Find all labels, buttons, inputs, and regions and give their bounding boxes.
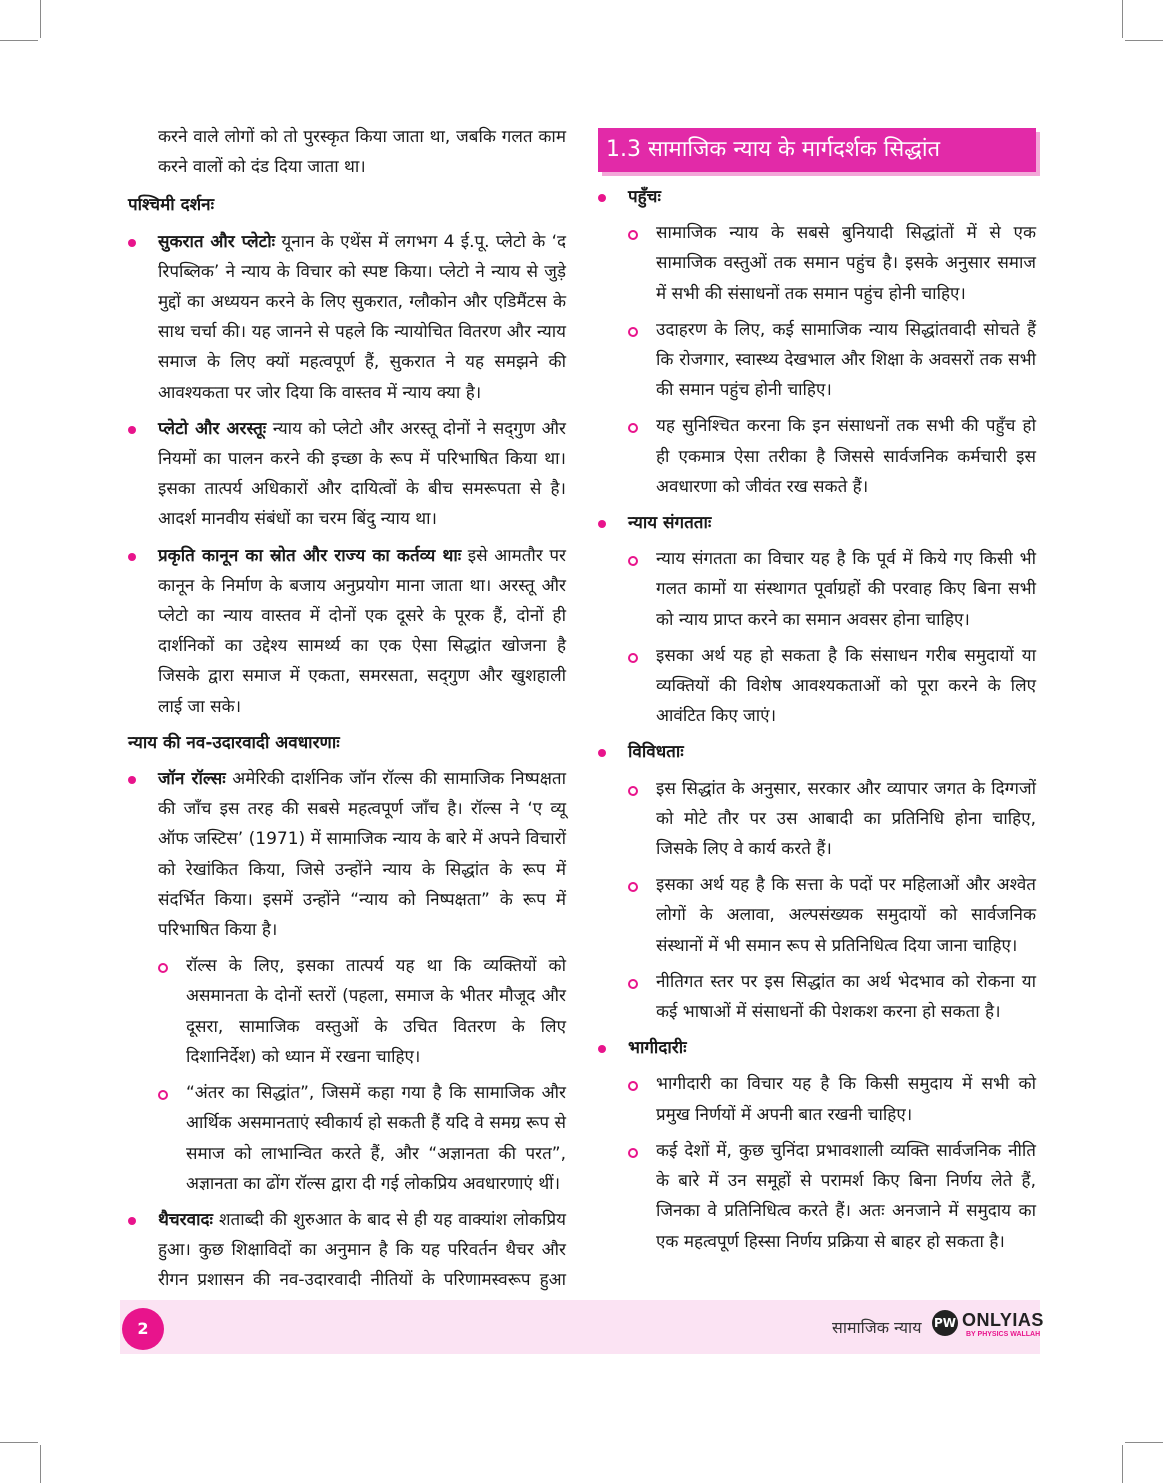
sub-bullet: सामाजिक न्याय के सबसे बुनियादी सिद्धांतों में से एक सामाजिक वस्तुओं तक समान पहुंच है। इसके अनुसार समाज में सभी की संसाधनों तक समान पहुंच होनी चाहिए। bbox=[598, 218, 1036, 309]
crop-mark bbox=[1122, 1445, 1123, 1483]
sub-bullet: कई देशों में, कुछ चुनिंदा प्रभावशाली व्यक्ति सार्वजनिक नीति के बारे में उन समूहों से परामर्श किए बिना निर्णय लेते हैं, जिनका वे प्रतिनिधित्व करते हैं। अतः अनजाने में समुदाय का एक महत्वपूर्ण हिस्सा निर्णय प्रक्रिया से बाहर हो सकता है। bbox=[598, 1136, 1036, 1257]
sub-bullet-rawls-1: रॉल्स के लिए, इसका तात्पर्य यह था कि व्यक्तियों को असमानता के दोनों स्तरों (पहला, समाज के भीतर मौजूद और दूसरा, सामाजिक वस्तुओं के उचित वितरण के लिए दिशानिर्देश) को ध्यान में रखना चाहिए। bbox=[128, 951, 566, 1072]
bullet-term: जॉन रॉल्सः bbox=[158, 769, 226, 790]
neo-liberal-heading: न्याय की नव-उदारवादी अवधारणाः bbox=[128, 732, 340, 753]
bullet-term: थैचरवादः bbox=[158, 1209, 213, 1230]
crop-mark bbox=[0, 40, 38, 41]
crop-mark bbox=[40, 0, 41, 38]
bullet-text: न्याय को प्लेटो और अरस्तू दोनों ने सद्‌गुण और नियमों का पालन करने की इच्छा के रूप में परिभाषित किया था। इसका तात्पर्य अधिकारों और दायित्वों के बीच समरूपता से है। आदर्श मानवीय संबंधों का चरम बिंदु न्याय था। bbox=[158, 418, 566, 530]
bullet-text: इसे आमतौर पर कानून के निर्माण के बजाय अनुप्रयोग माना जाता था। अरस्तू और प्लेटो का न्याय वास्तव में दोनों एक दूसरे के पूरक हैं, दोनों ही दार्शनिकों का उद्देश्य सामर्थ्य का एक ऐसा सिद्धांत खोजना है जिसके द्वारा समाज में एकता, समरसता, सद्‌गुण और खुशहाली लाई जा सके। bbox=[158, 545, 566, 717]
sub-bullet-rawls-2: “अंतर का सिद्धांत”, जिसमें कहा गया है कि सामाजिक और आर्थिक असमानताएं स्वीकार्य हो सकती हैं यदि वे समग्र रूप से समाज को लाभान्वित करते हैं, और “अज्ञानता की परत”, अज्ञानता का ढोंग रॉल्स द्वारा दी गई लोकप्रिय अवधारणाएं थीं। bbox=[128, 1078, 566, 1199]
bullet-text: अमेरिकी दार्शनिक जॉन रॉल्स की सामाजिक निष्पक्षता की जाँच इस तरह की सबसे महत्वपूर्ण जाँच है। रॉल्स ने ‘ए व्यू ऑफ जस्टिस’ (1971) में सामाजिक न्याय के बारे में अपने विचारों को रेखांकित किया, जिसे उन्होंने न्याय के सिद्धांत के रूप में संदर्भित किया। इसमें उन्होंने “न्याय को निष्पक्षता” के रूप में परिभाषित किया है। bbox=[158, 769, 566, 941]
sub-bullet: इसका अर्थ यह है कि सत्ता के पदों पर महिलाओं और अश्वेत लोगों के अलावा, अल्पसंख्यक समुदायों को सार्वजनिक संस्थानों में भी समान रूप से प्रतिनिधित्व दिया जाना चाहिए। bbox=[598, 870, 1036, 961]
right-column bbox=[598, 128, 1036, 1263]
bullet-term: प्लेटो और अरस्तूः bbox=[158, 418, 267, 439]
western-philosophy-heading: पश्चिमी दर्शनः bbox=[128, 195, 215, 216]
bullet-term: सुकरात और प्लेटोः bbox=[158, 231, 276, 252]
bullet-john-rawls bbox=[128, 764, 566, 945]
bullet-text: यूनान के एथेंस में लगभग 4 ई.पू. प्लेटो के ‘द रिपब्लिक’ ने न्याय के विचार को स्पष्ट किया। प्लेटो ने न्याय से जुड़े मुद्दों का अध्ययन करने के लिए सुकरात, ग्लौकोन और एडिमैंटस के साथ चर्चा की। यह जानने से पहले कि न्यायोचित वितरण और न्याय समाज के लिए क्यों महत्वपूर्ण हैं, सुकरात ने यह समझने की आवश्यकता पर जोर दिया कि वास्तव में न्याय क्या है। bbox=[158, 231, 567, 403]
sub-bullet: इस सिद्धांत के अनुसार, सरकार और व्यापार जगत के दिग्गजों को मोटे तौर पर उस आबादी का प्रतिनिधि होना चाहिए, जिसके लिए वे कार्य करते हैं। bbox=[598, 774, 1036, 865]
sub-bullet: इसका अर्थ यह हो सकता है कि संसाधन गरीब समुदायों या व्यक्तियों की विशेष आवश्यकताओं को पूरा करने के लिए आवंटित किए जाएं। bbox=[598, 641, 1036, 732]
sub-bullet: यह सुनिश्चित करना कि इन संसाधनों तक सभी की पहुँच हो ही एकमात्र ऐसा तरीका है जिससे सार्वजनिक कर्मचारी इस अवधारणा को जीवंत रख सकते हैं। bbox=[598, 411, 1036, 502]
sub-bullet: नीतिगत स्तर पर इस सिद्धांत का अर्थ भेदभाव को रोकना या कई भाषाओं में संसाधनों की पेशकश करना हो सकता है। bbox=[598, 967, 1036, 1027]
group-head-participation: भागीदारीः bbox=[598, 1033, 1036, 1063]
section-title-bar bbox=[598, 128, 1036, 172]
crop-mark bbox=[0, 1442, 38, 1443]
section-title: 1.3 सामाजिक न्याय के मार्गदर्शक सिद्धांत bbox=[606, 137, 941, 162]
sub-bullet: न्याय संगतता का विचार यह है कि पूर्व में किये गए किसी भी गलत कामों या संस्थागत पूर्वाग्रहों की परवाह किए बिना सभी को न्याय प्राप्त करने का समान अवसर होना चाहिए। bbox=[598, 544, 1036, 635]
bullet-natural-law bbox=[128, 541, 566, 722]
footer-title: सामाजिक न्याय bbox=[832, 1318, 922, 1337]
crop-mark bbox=[40, 1445, 41, 1483]
bullet-term: प्रकृति कानून का स्रोत और राज्य का कर्तव्य थाः bbox=[158, 545, 462, 566]
crop-mark bbox=[1125, 1442, 1163, 1443]
brand-logo: ONLYIAS bbox=[962, 1310, 1044, 1330]
group-head-access: पहुँचः bbox=[598, 182, 1036, 212]
crop-mark bbox=[1125, 40, 1163, 41]
bullet-text: शताब्दी की शुरुआत के बाद से ही यह वाक्यांश लोकप्रिय हुआ। कुछ शिक्षाविदों का अनुमान है कि यह परिवर्तन थैचर और रीगन प्रशासन की नव-उदारवादी नीतियों के परिणामस्वरूप हुआ bbox=[158, 1209, 566, 1291]
bullet-socrates-plato bbox=[128, 227, 566, 408]
brand-subtitle: BY PHYSICS WALLAH bbox=[966, 1331, 1041, 1338]
crop-mark bbox=[1122, 0, 1123, 38]
sub-bullet: उदाहरण के लिए, कई सामाजिक न्याय सिद्धांतवादी सोचते हैं कि रोजगार, स्वास्थ्य देखभाल और शिक्षा के अवसरों तक सभी की समान पहुंच होनी चाहिए। bbox=[598, 315, 1036, 406]
bullet-plato-aristotle bbox=[128, 414, 566, 535]
left-column bbox=[128, 122, 566, 1332]
group-head-equity: न्याय संगतताः bbox=[598, 508, 1036, 538]
intro-paragraph: करने वाले लोगों को तो पुरस्कृत किया जाता था, जबकि गलत काम करने वालों को दंड दिया जाता था। bbox=[158, 127, 566, 178]
sub-bullet: भागीदारी का विचार यह है कि किसी समुदाय में सभी को प्रमुख निर्णयों में अपनी बात रखनी चाहिए। bbox=[598, 1069, 1036, 1129]
pw-logo-icon: PW bbox=[932, 1310, 958, 1336]
group-head-diversity: विविधताः bbox=[598, 737, 1036, 767]
page-number: 2 bbox=[122, 1308, 164, 1350]
